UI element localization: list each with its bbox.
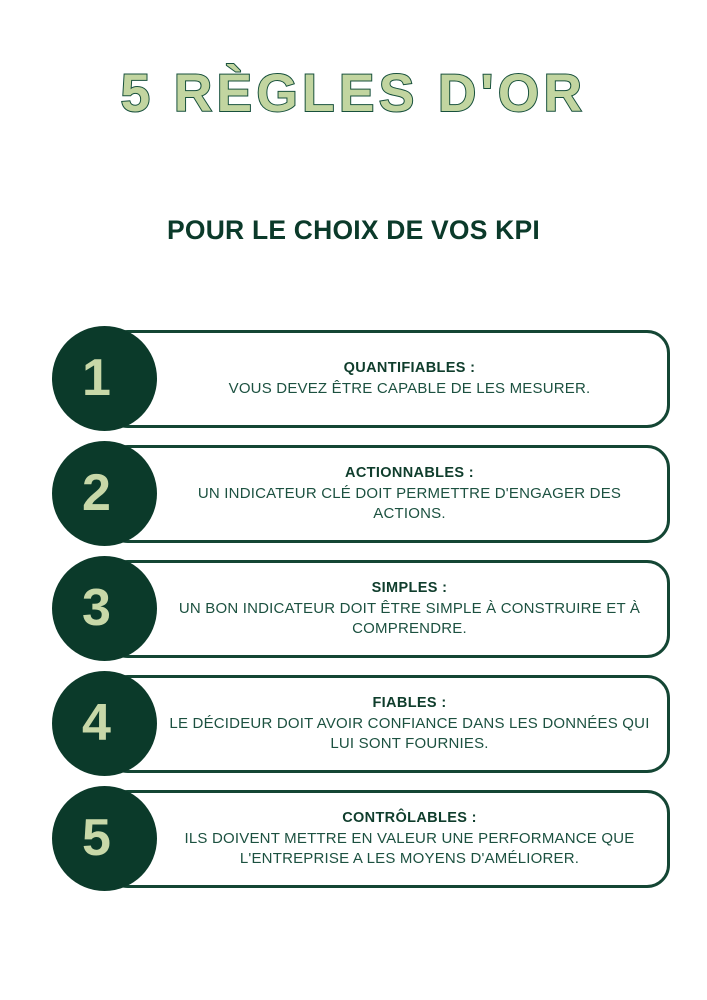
rule-body: LE DÉCIDEUR DOIT AVOIR CONFIANCE DANS LES DONNÉES QUI LUI SONT FOURNIES. (169, 714, 650, 752)
rule-number: 3 (82, 578, 111, 637)
rule-number-badge (52, 671, 157, 776)
rule-text-block (108, 464, 667, 523)
rule-number: 4 (82, 693, 111, 752)
rule-heading: SIMPLES : (371, 580, 448, 597)
title-container (0, 66, 707, 122)
rule-text-block (108, 579, 667, 638)
rule-row (0, 560, 707, 658)
rule-text-block (108, 694, 667, 753)
rule-body: UN BON INDICATEUR DOIT ÊTRE SIMPLE À CONSTRUIRE ET À COMPRENDRE. (178, 599, 641, 637)
rule-text-block (108, 359, 667, 399)
rule-card (105, 330, 670, 428)
rule-card (105, 560, 670, 658)
rule-card (105, 445, 670, 543)
rule-number: 5 (82, 808, 111, 867)
rule-heading: ACTIONNABLES : (345, 465, 474, 482)
rule-heading: CONTRÔLABLES : (342, 810, 477, 827)
rule-text-block (108, 809, 667, 868)
rule-heading: QUANTIFIABLES : (343, 360, 476, 377)
rule-body: UN INDICATEUR CLÉ DOIT PERMETTRE D'ENGAGER DES ACTIONS. (197, 484, 622, 522)
rule-number-badge (52, 326, 157, 431)
rule-number-badge (52, 441, 157, 546)
rule-row (0, 330, 707, 428)
subtitle-container (0, 215, 707, 246)
rule-row (0, 445, 707, 543)
rule-number: 2 (82, 463, 111, 522)
rules-list (0, 330, 707, 888)
rule-row (0, 675, 707, 773)
rule-heading: FIABLES : (372, 695, 447, 712)
rule-card (105, 790, 670, 888)
rule-body: ILS DOIVENT METTRE EN VALEUR UNE PERFORMANCE QUE L'ENTREPRISE A LES MOYENS D'AMÉLIORER. (184, 829, 635, 867)
page-title: 5 RÈGLES D'OR (120, 64, 587, 123)
rule-body: VOUS DEVEZ ÊTRE CAPABLE DE LES MESURER. (228, 379, 591, 397)
page-subtitle: POUR LE CHOIX DE VOS KPI (167, 215, 540, 245)
rule-number-badge (52, 786, 157, 891)
rule-card (105, 675, 670, 773)
rule-number-badge (52, 556, 157, 661)
rule-row (0, 790, 707, 888)
rule-number: 1 (82, 348, 111, 407)
